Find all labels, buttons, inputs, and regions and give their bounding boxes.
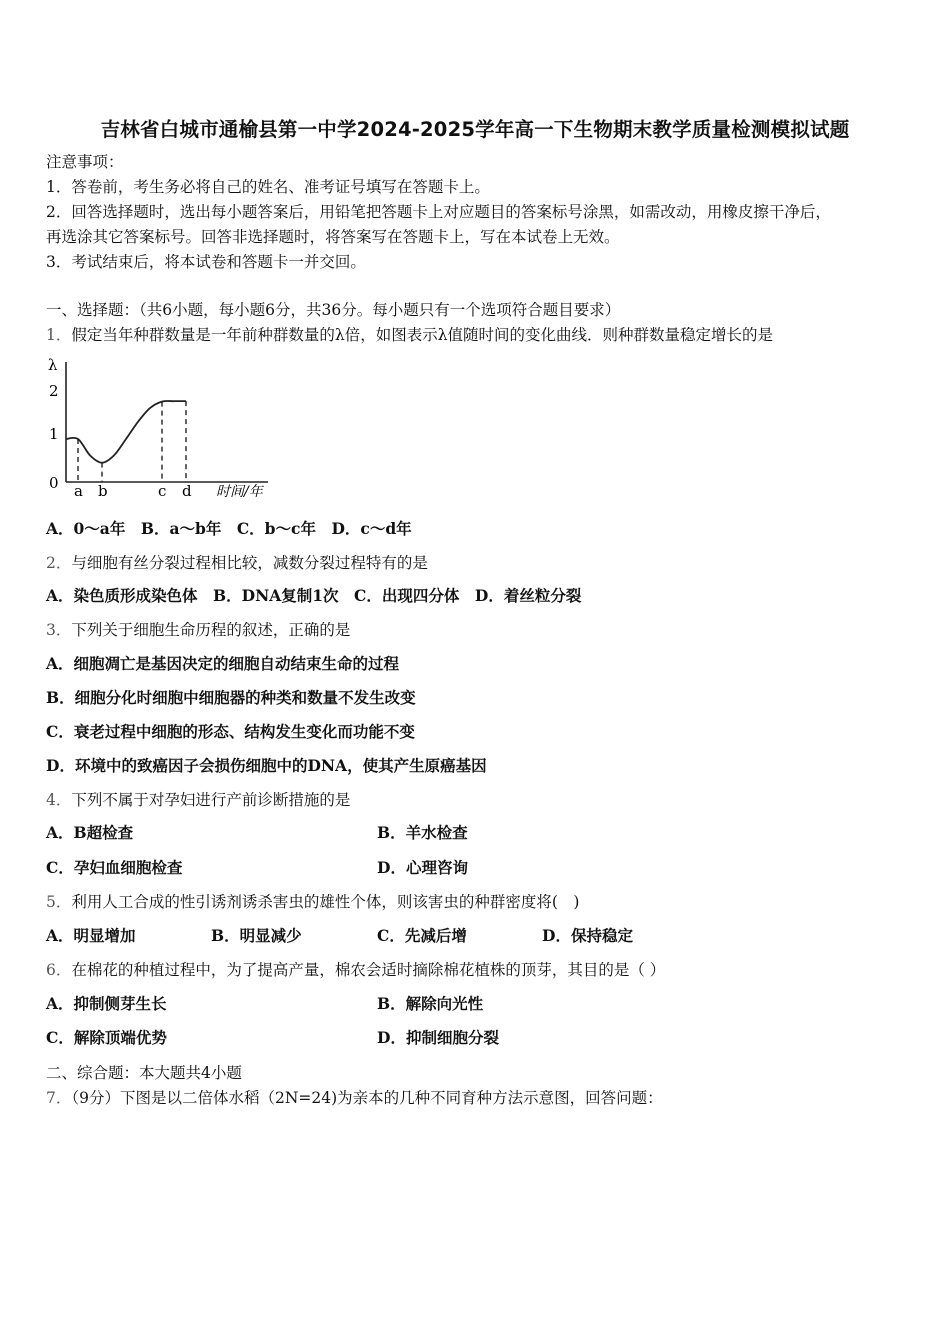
y-tick-0: 0 [49,474,59,492]
section2-heading: 二、综合题：本大题共4小题 [46,1064,242,1082]
question-text: 假定当年种群数量是一年前种群数量的λ倍，如图表示λ值随时间的变化曲线．则种群数量稳定增长的是 [71,326,774,344]
question-6 [46,960,665,980]
question-number: 3． [46,621,72,639]
lambda-curve [66,401,186,463]
lambda-chart [40,352,290,502]
question-2-options: A．染色质形成染色体 B．DNA复制1次 C．出现四分体 D．着丝粒分裂 [46,586,582,605]
question-text: 下列关于细胞生命历程的叙述，正确的是 [71,621,351,639]
notice-item: 3．考试结束后，将本试卷和答题卡一并交回。 [46,253,366,271]
question-5 [46,892,579,912]
page-title: 吉林省白城市通榆县第一中学2024-2025学年高一下生物期末教学质量检测模拟试题 [100,118,850,141]
option-c: C．先减后增 [377,926,467,945]
notice-item: 再选涂其它答案标号。回答非选择题时，将答案写在答题卡上，写在本试卷上无效。 [46,228,620,246]
option-a: A．B超检查 [46,823,134,842]
option-d: D．心理咨询 [377,858,468,877]
option-d: D．抑制细胞分裂 [377,1028,499,1047]
question-number: 1． [46,326,72,344]
option-a: A．细胞凋亡是基因决定的细胞自动结束生命的过程 [46,654,400,673]
notice-item: 1．答卷前，考生务必将自己的姓名、准考证号填写在答题卡上。 [46,178,490,196]
x-tick-label: a [74,482,83,500]
question-number: 4． [46,791,72,809]
question-number: 5． [46,893,72,911]
option-b: B．解除向光性 [377,994,484,1013]
question-1-options: A．0～a年 B．a～b年 C．b～c年 D．c～d年 [46,519,412,538]
x-tick-label: d [182,482,192,500]
option-a: A．明显增加 [46,926,136,945]
y-tick-2: 2 [49,382,59,400]
question-1 [46,325,773,345]
x-tick-label: c [158,482,167,500]
y-tick-1: 1 [49,425,59,443]
question-number: 7． [46,1089,72,1107]
option-c: C．衰老过程中细胞的形态、结构发生变化而功能不变 [46,722,415,741]
x-tick-label: b [98,482,108,500]
option-b: B．明显减少 [211,926,302,945]
option-d: D．保持稳定 [542,926,633,945]
option-c: C．解除顶端优势 [46,1028,167,1047]
x-axis-label: 时间/年 [216,484,263,500]
question-text: 利用人工合成的性引诱剂诱杀害虫的雄性个体，则该害虫的种群密度将( ) [71,893,580,911]
question-number: 2． [46,554,72,572]
y-axis-label: λ [48,356,58,374]
question-text: 与细胞有丝分裂过程相比较，减数分裂过程特有的是 [71,554,428,572]
question-2 [46,553,428,573]
option-d: D．环境中的致癌因子会损伤细胞中的DNA，使其产生原癌基因 [46,756,487,775]
question-4 [46,790,350,810]
question-3 [46,620,350,640]
option-a: A．抑制侧芽生长 [46,994,167,1013]
question-number: 6． [46,961,72,979]
section1-heading: 一、选择题：（共6小题，每小题6分，共36分。每小题只有一个选项符合题目要求） [46,301,621,319]
notice-item: 2．回答选择题时，选出每小题答案后，用铅笔把答题卡上对应题目的答案标号涂黑，如需改动，用橡皮擦干净后， [46,203,831,221]
question-7 [46,1088,663,1108]
option-c: C．孕妇血细胞检查 [46,858,183,877]
question-text: （9分）下图是以二倍体水稻（2N=24)为亲本的几种不同育种方法示意图，回答问题： [71,1089,663,1107]
option-b: B．细胞分化时细胞中细胞器的种类和数量不发生改变 [46,688,416,707]
option-b: B．羊水检查 [377,823,468,842]
question-text: 在棉花的种植过程中，为了提高产量，棉农会适时摘除棉花植株的顶芽，其目的是（ ） [71,961,666,979]
question-text: 下列不属于对孕妇进行产前诊断措施的是 [71,791,351,809]
notice-heading: 注意事项： [46,153,124,171]
